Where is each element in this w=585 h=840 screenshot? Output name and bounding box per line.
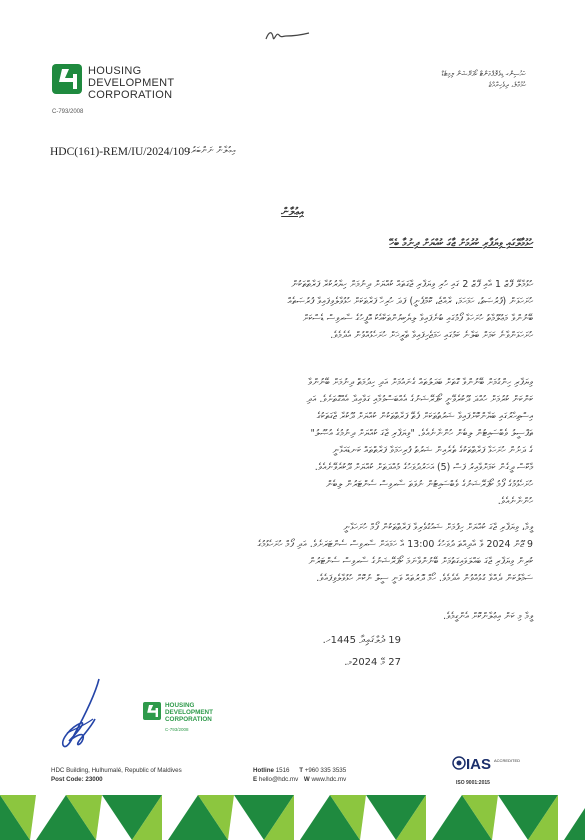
org-name-line2: DEVELOPMENT	[88, 77, 175, 89]
announcement-number-label: އިޢުލާން ނަންބަރު:	[188, 146, 236, 156]
email-label: E	[253, 776, 258, 783]
paragraph-line: ހުށަހެޅުމުގެ ފޯމު ކޯޕަރޭޝަނުގެ ވެބްސައިޓުން ނުވަތަ ސާރވިސް ސެންޓަރުން ލިބެން	[325, 479, 533, 490]
stamp-org-line1: HOUSING	[165, 702, 195, 709]
web-label: W	[303, 776, 310, 783]
paragraph-line: ގެ ދަށުން ހުށަހަޅާ ފަރާތްތަކުގެ ތެރެއިން ޝަރުތު ފުރިހަމަވާ ފަރާތްތައް ކަނޑައަޅާނީ	[332, 445, 533, 456]
initial-signature	[263, 27, 313, 47]
logo-mark-icon	[52, 64, 82, 94]
stamp-org-line3: CORPORATION	[165, 716, 212, 723]
paragraph-line: ހުށަހަޅަންވާނެ ކަމަށް ބަލާނެ ކަމުގައި ހަމަޖެހިފައިވާ ތާރީޚަށް ހުށަހެޅުއްވުން އެދެމެވެ.	[330, 330, 533, 341]
footer-address: HDC Building, Hulhumalé, Republic of Maldives	[51, 767, 182, 774]
signature	[55, 675, 115, 755]
date-gregorian: 27 މޭ 2024މ.	[344, 657, 401, 668]
hotline-number: 1516	[275, 767, 290, 774]
iso-label: ISO 9001:2015	[456, 780, 490, 786]
stamp-logo-icon	[143, 702, 161, 720]
ias-label: IAS	[466, 756, 492, 773]
paragraph-line: ހުށަހަޅަން (ފުރުޞަތު، ހަމަހަމަ، ރާއްޖެ، ކޮމްޕެނީ) ފަދަ ހުރިހާ ފަރާތަކަށް ހުޅުވާލެވިފައިވާ ފުރުޞަތެއް	[287, 296, 533, 307]
closing-line: ވީމާ މި ކަން އިޢުލާންކޮށް އެންގީމެވެ.	[443, 611, 533, 622]
paragraph-line: ވިޔަފާރި ހިންގުމަށް ބޭނުންވާ ގޮތަށް ބަދަލުތައް ގެނައުމަށް އަދި ހިދުމަތް ދިނުމަށް ބޭނުންވާ	[307, 377, 533, 388]
paragraph-line: ކުރިން ވިޔަފާރި ޖާގަ ބައްލަވައިގަތުމަށް ބޭނުންވާނަމަ ކޯޕަރޭޝަނުގެ ސާރވިސް ސެންޓަރުން	[308, 556, 533, 567]
body-paragraph-3	[49, 519, 533, 587]
footer-postcode: Post Code: 23000	[51, 776, 103, 783]
body-paragraph-1	[49, 276, 533, 344]
body-paragraph-2	[49, 374, 533, 510]
stamp-registration: C-793/2008	[165, 727, 189, 732]
org-name-line3: CORPORATION	[88, 89, 173, 101]
ias-accredited: ACCREDITED	[494, 758, 521, 763]
phone-number: +960 335 3535	[304, 767, 347, 774]
paragraph-line: މާކްސް ދީގެން ކަމަށްވާއިރު ފަސް (5) އަހަރުދުވަހުގެ މުއްދަތަށް ކުއްޔަށް ދޫކުރެވޭނެއެވެ.	[314, 462, 533, 473]
announcement-number: HDC(161)-REM/IU/2024/109	[50, 146, 190, 158]
footer-pattern	[0, 795, 585, 840]
paragraph-line: ވީމާ، ވިޔަފާރި ޖާގަ ކުއްޔަށް ހިފުމަށް ޝައުގުވެރިވާ ފަރާތްތަކުން ފޯމް ހުށަހަޅާނީ	[343, 522, 533, 533]
dv-org-name: ހައުސިންގ ޑިވެލޮޕްމަންޓް ކޯޕަރޭޝަން ލިމިޓެޑް	[441, 70, 526, 78]
email-link[interactable]: hello@hdc.mv	[258, 776, 299, 783]
paragraph-line: ބޭނުންވާ މަޢުލޫމާތު ހުށަހަޅާ ފޯމުގައި ބުނެފައިވާ ލިޔެކިޔުންތަކާއެކު އޮފީހުގެ ސާރވިސް ޑެސްކަށް	[302, 313, 533, 324]
paragraph-line: ތަފްސީލު ވެބްސައިޓުން ލިބެން ހުންނާނެއެވެ. "ވިޔަފާރި ޖާގަ ކުއްޔަށް ދިނުމުގެ އުޞޫލު"	[310, 428, 533, 439]
hotline-label: Hotline	[253, 767, 274, 774]
paragraph-line: 9 ޖޫން 2024 ވާ އާދިއްތަ ދުވަހުގެ 13:00 އާ ހަމައަށް ސާރވިސް ސެންޓަރަށެވެ. އަދި ފޯމް ހުށަހެޅުމުގެ	[257, 539, 533, 550]
paragraph-line: ހުޅުމާލޭ ފޭޒް 1 އާއި ފޭޒް 2 ގައި ހުރި ވިޔަފާރި ޖާގަތައް ކުއްޔަށް ދިނުމަށް ހިޔާރުކުރާ ފަރާތްތަކުން	[291, 279, 533, 290]
ias-emblem-icon	[452, 756, 466, 774]
date-hijri: 19 ޛުލްޤަޢިދާ 1445ހ.	[322, 635, 401, 646]
ias-badge	[452, 756, 521, 790]
stamp-org-line2: DEVELOPMENT	[165, 709, 213, 716]
paragraph-line: އިސްތިހާރުގައި ބަޔާންކޮށްފައިވާ ޝަރުތުތަކަށް ފެތޭ ފަރާތްތަކުން ކުއްޔަށް ދޫކުރާ ޖާގަތަކުގެ	[316, 411, 533, 422]
web-link[interactable]: www.hdc.mv	[311, 776, 347, 783]
announcement-subtitle: ހުޅުމާލޭގައި ވިޔަފާރި ކުރުމަށް ޖާގަ ކުއްޔަށް ދިނުމާ ބެހޭ	[389, 238, 533, 249]
dv-org-address: ހުޅުމާލެ، ދިވެހިރާއްޖެ	[488, 81, 526, 89]
org-name-line1: HOUSING	[88, 65, 142, 77]
registration-number: C-793/2008	[52, 109, 84, 115]
paragraph-line: ހުންނާނެއެވެ.	[497, 496, 533, 507]
phone-label: T	[299, 767, 303, 774]
paragraph-line: ކަންކަން ކުރުމަށް ހުއްދަ ދޫކުރެވޭނީ ކޯޕަރޭޝަނުގެ އެއްބަސްވުމާއި ގަވާއިދާ އެއްގޮތަށެވެ. އަދި	[306, 394, 533, 405]
paragraph-line: ސަމާލުކަން ދެއްވާ ގުޅުއްވުން އެދެމެވެ. ހޯމް ދޮރުތައް ވަނީ ސީލް ނުކޮށް ހުޅުވާލެވިފައެވެ.	[316, 573, 533, 584]
announcement-title: އިޢުލާން	[281, 206, 304, 218]
